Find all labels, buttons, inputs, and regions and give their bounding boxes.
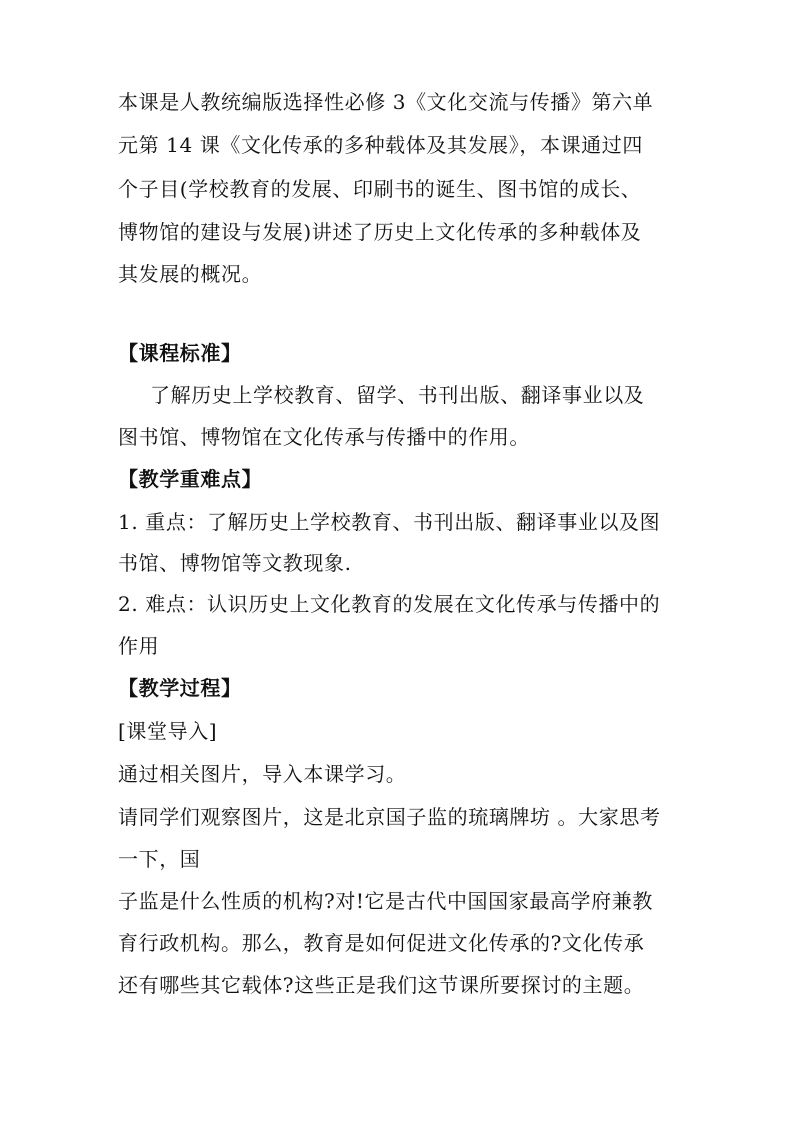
intro-line: 博物馆的建设与发展)讲述了历史上文化传承的多种载体及 — [118, 220, 642, 244]
key-point-line: 1. 重点：了解历史上学校教育、书刊出版、翻译事业以及图 — [118, 510, 661, 534]
process-subheading: [课堂导入] — [118, 719, 218, 743]
process-line: 子监是什么性质的机构?对!它是古代中国国家最高学府兼教 — [118, 889, 653, 913]
key-points-heading: 【教学重难点】 — [118, 467, 263, 491]
key-point-line: 书馆、博物馆等文教现象. — [118, 551, 352, 575]
process-heading: 【教学过程】 — [118, 676, 242, 700]
process-line: 还有哪些其它载体?这些正是我们这节课所要探讨的主题。 — [118, 973, 645, 997]
process-line: 一下，国 — [118, 847, 201, 871]
intro-line: 个子目(学校教育的发展、印刷书的诞生、图书馆的成长、 — [118, 177, 642, 201]
course-standard-line: 了解历史上学校教育、留学、书刊出版、翻译事业以及 — [150, 383, 645, 407]
key-point-line: 作用 — [118, 634, 160, 658]
process-line: 育行政机构。那么，教育是如何促进文化传承的?文化传承 — [118, 931, 645, 955]
intro-line: 本课是人教统编版选择性必修 3《文化交流与传播》第六单 — [118, 90, 654, 114]
process-line: 请同学们观察图片，这是北京国子监的琉璃牌坊 。大家思考 — [118, 805, 661, 829]
intro-line: 其发展的概况。 — [118, 262, 263, 286]
process-line: 通过相关图片，导入本课学习。 — [118, 762, 407, 786]
course-standard-line: 图书馆、博物馆在文化传承与传播中的作用。 — [118, 425, 530, 449]
course-standard-heading: 【课程标准】 — [118, 341, 242, 365]
key-point-line: 2. 难点：认识历史上文化教育的发展在文化传承与传播中的 — [118, 592, 661, 616]
intro-line: 元第 14 课《文化传承的多种载体及其发展》，本课通过四 — [118, 133, 643, 157]
